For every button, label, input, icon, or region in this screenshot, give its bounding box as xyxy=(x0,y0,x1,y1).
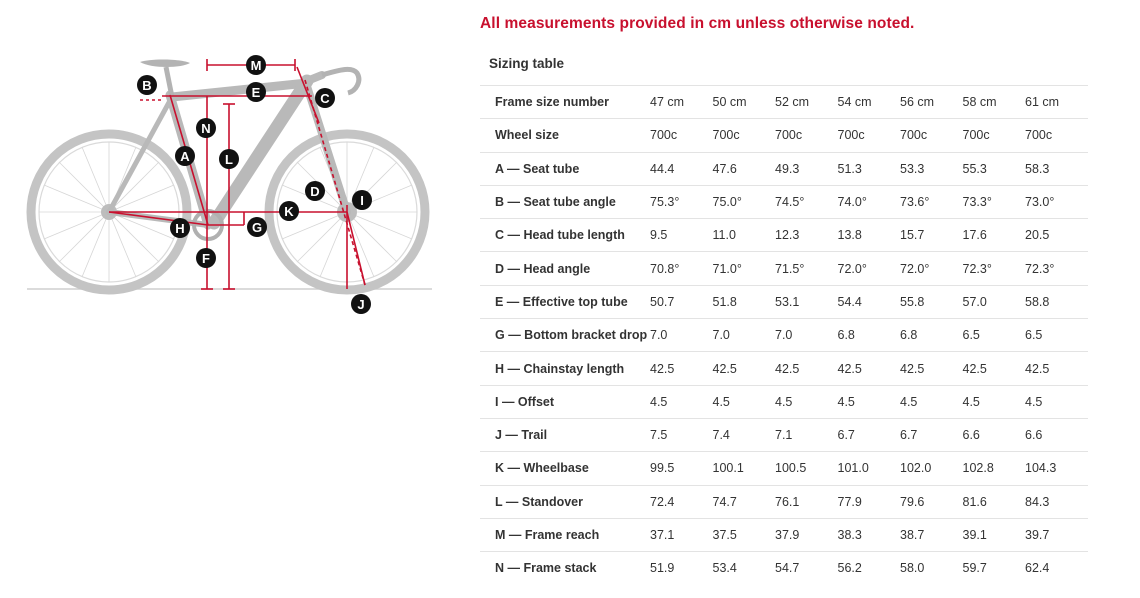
table-cell: 42.5 xyxy=(963,352,1026,385)
table-cell: 72.3° xyxy=(963,252,1026,285)
table-row xyxy=(480,418,1088,451)
badge-l xyxy=(219,149,239,169)
table-cell: 37.1 xyxy=(650,518,713,551)
svg-text:J: J xyxy=(357,297,365,312)
table-cell: 7.1 xyxy=(775,418,838,451)
size-header: 61 cm xyxy=(1025,86,1088,119)
table-row xyxy=(480,185,1088,218)
svg-text:M: M xyxy=(250,58,262,73)
table-cell: 4.5 xyxy=(963,385,1026,418)
table-row xyxy=(480,285,1088,318)
table-cell: 7.0 xyxy=(650,319,713,352)
row-label: C — Head tube length xyxy=(480,219,650,252)
badge-h xyxy=(170,218,190,238)
row-label: G — Bottom bracket drop xyxy=(480,319,650,352)
svg-text:C: C xyxy=(320,91,330,106)
svg-text:N: N xyxy=(201,121,211,136)
table-cell: 55.8 xyxy=(900,285,963,318)
saddle xyxy=(140,59,190,67)
table-cell: 6.7 xyxy=(900,418,963,451)
badge-g xyxy=(247,217,267,237)
table-cell: 7.4 xyxy=(713,418,776,451)
table-row xyxy=(480,352,1088,385)
table-row xyxy=(480,119,1088,152)
svg-text:E: E xyxy=(251,85,261,100)
badge-b xyxy=(137,75,157,95)
badge-f xyxy=(196,248,216,268)
table-cell: 700c xyxy=(963,119,1026,152)
table-row xyxy=(480,152,1088,185)
table-cell: 7.0 xyxy=(713,319,776,352)
row-label: Wheel size xyxy=(480,119,650,152)
row-label: E — Effective top tube xyxy=(480,285,650,318)
row-label: K — Wheelbase xyxy=(480,452,650,485)
table-cell: 74.5° xyxy=(775,185,838,218)
table-cell: 54.7 xyxy=(775,552,838,585)
table-cell: 4.5 xyxy=(775,385,838,418)
table-row xyxy=(480,219,1088,252)
table-cell: 71.5° xyxy=(775,252,838,285)
table-cell: 39.7 xyxy=(1025,518,1088,551)
table-cell: 74.7 xyxy=(713,485,776,518)
table-cell: 4.5 xyxy=(650,385,713,418)
table-cell: 20.5 xyxy=(1025,219,1088,252)
sizing-table-body xyxy=(480,86,1088,585)
row-label: I — Offset xyxy=(480,385,650,418)
units-notice: All measurements provided in cm unless otherwise noted. xyxy=(480,15,915,32)
svg-text:I: I xyxy=(360,193,364,208)
row-label: H — Chainstay length xyxy=(480,352,650,385)
table-cell: 4.5 xyxy=(713,385,776,418)
table-cell: 6.5 xyxy=(963,319,1026,352)
svg-text:F: F xyxy=(202,251,210,266)
table-cell: 6.7 xyxy=(838,418,901,451)
sizing-table xyxy=(480,85,1088,584)
table-cell: 700c xyxy=(650,119,713,152)
table-cell: 72.0° xyxy=(838,252,901,285)
table-cell: 7.5 xyxy=(650,418,713,451)
table-cell: 73.3° xyxy=(963,185,1026,218)
table-cell: 76.1 xyxy=(775,485,838,518)
table-cell: 74.0° xyxy=(838,185,901,218)
table-cell: 99.5 xyxy=(650,452,713,485)
table-row xyxy=(480,452,1088,485)
table-cell: 72.4 xyxy=(650,485,713,518)
table-cell: 62.4 xyxy=(1025,552,1088,585)
table-cell: 53.1 xyxy=(775,285,838,318)
size-header: 52 cm xyxy=(775,86,838,119)
size-header: 47 cm xyxy=(650,86,713,119)
table-cell: 53.3 xyxy=(900,152,963,185)
table-cell: 102.8 xyxy=(963,452,1026,485)
table-cell: 51.8 xyxy=(713,285,776,318)
size-header: 56 cm xyxy=(900,86,963,119)
table-cell: 100.1 xyxy=(713,452,776,485)
table-cell: 49.3 xyxy=(775,152,838,185)
table-cell: 700c xyxy=(838,119,901,152)
table-cell: 58.8 xyxy=(1025,285,1088,318)
svg-text:H: H xyxy=(175,221,185,236)
table-cell: 56.2 xyxy=(838,552,901,585)
table-cell: 73.0° xyxy=(1025,185,1088,218)
badge-n xyxy=(196,118,216,138)
table-cell: 75.0° xyxy=(713,185,776,218)
size-header: 54 cm xyxy=(838,86,901,119)
table-row xyxy=(480,552,1088,585)
table-cell: 104.3 xyxy=(1025,452,1088,485)
table-cell: 70.8° xyxy=(650,252,713,285)
table-cell: 42.5 xyxy=(1025,352,1088,385)
badge-d xyxy=(305,181,325,201)
table-cell: 37.5 xyxy=(713,518,776,551)
table-cell: 4.5 xyxy=(1025,385,1088,418)
table-cell: 58.0 xyxy=(900,552,963,585)
table-cell: 75.3° xyxy=(650,185,713,218)
table-cell: 47.6 xyxy=(713,152,776,185)
table-cell: 700c xyxy=(1025,119,1088,152)
table-cell: 55.3 xyxy=(963,152,1026,185)
table-row xyxy=(480,518,1088,551)
badge-k xyxy=(279,201,299,221)
badge-c xyxy=(315,88,335,108)
table-cell: 39.1 xyxy=(963,518,1026,551)
row-label: A — Seat tube xyxy=(480,152,650,185)
table-row xyxy=(480,485,1088,518)
table-cell: 11.0 xyxy=(713,219,776,252)
badge-j xyxy=(351,294,371,314)
table-cell: 51.9 xyxy=(650,552,713,585)
size-header: 50 cm xyxy=(713,86,776,119)
header-label: Frame size number xyxy=(480,86,650,119)
table-cell: 15.7 xyxy=(900,219,963,252)
svg-text:L: L xyxy=(225,152,233,167)
table-row xyxy=(480,319,1088,352)
row-label: N — Frame stack xyxy=(480,552,650,585)
table-cell: 72.3° xyxy=(1025,252,1088,285)
table-cell: 54.4 xyxy=(838,285,901,318)
table-cell: 50.7 xyxy=(650,285,713,318)
table-header-row xyxy=(480,86,1088,119)
table-cell: 71.0° xyxy=(713,252,776,285)
table-cell: 6.8 xyxy=(900,319,963,352)
table-cell: 79.6 xyxy=(900,485,963,518)
bike-geometry-diagram xyxy=(22,45,442,325)
row-label: D — Head angle xyxy=(480,252,650,285)
svg-text:K: K xyxy=(284,204,294,219)
table-cell: 4.5 xyxy=(900,385,963,418)
table-cell: 44.4 xyxy=(650,152,713,185)
table-cell: 73.6° xyxy=(900,185,963,218)
table-cell: 57.0 xyxy=(963,285,1026,318)
svg-text:G: G xyxy=(251,220,263,235)
table-cell: 38.7 xyxy=(900,518,963,551)
table-cell: 42.5 xyxy=(713,352,776,385)
table-cell: 102.0 xyxy=(900,452,963,485)
table-cell: 6.6 xyxy=(1025,418,1088,451)
table-cell: 6.8 xyxy=(838,319,901,352)
table-cell: 42.5 xyxy=(900,352,963,385)
table-cell: 100.5 xyxy=(775,452,838,485)
table-cell: 6.6 xyxy=(963,418,1026,451)
row-label: J — Trail xyxy=(480,418,650,451)
badge-i xyxy=(352,190,372,210)
table-row xyxy=(480,385,1088,418)
table-cell: 53.4 xyxy=(713,552,776,585)
table-cell: 37.9 xyxy=(775,518,838,551)
row-label: M — Frame reach xyxy=(480,518,650,551)
svg-text:A: A xyxy=(180,149,190,164)
badge-m xyxy=(246,55,266,75)
table-cell: 42.5 xyxy=(775,352,838,385)
table-cell: 59.7 xyxy=(963,552,1026,585)
table-cell: 700c xyxy=(775,119,838,152)
sizing-table-title: Sizing table xyxy=(489,56,565,71)
table-cell: 7.0 xyxy=(775,319,838,352)
table-cell: 4.5 xyxy=(838,385,901,418)
row-label: L — Standover xyxy=(480,485,650,518)
table-cell: 6.5 xyxy=(1025,319,1088,352)
table-cell: 700c xyxy=(713,119,776,152)
table-cell: 42.5 xyxy=(838,352,901,385)
row-label: B — Seat tube angle xyxy=(480,185,650,218)
svg-text:D: D xyxy=(310,184,320,199)
table-cell: 700c xyxy=(900,119,963,152)
badge-e xyxy=(246,82,266,102)
table-row xyxy=(480,252,1088,285)
table-cell: 101.0 xyxy=(838,452,901,485)
table-cell: 38.3 xyxy=(838,518,901,551)
table-cell: 51.3 xyxy=(838,152,901,185)
table-cell: 77.9 xyxy=(838,485,901,518)
table-cell: 13.8 xyxy=(838,219,901,252)
table-cell: 17.6 xyxy=(963,219,1026,252)
table-cell: 12.3 xyxy=(775,219,838,252)
table-cell: 81.6 xyxy=(963,485,1026,518)
bike-geometry-illustration xyxy=(22,45,442,325)
table-cell: 72.0° xyxy=(900,252,963,285)
size-header: 58 cm xyxy=(963,86,1026,119)
table-cell: 84.3 xyxy=(1025,485,1088,518)
svg-text:B: B xyxy=(142,78,152,93)
badge-a xyxy=(175,146,195,166)
table-cell: 9.5 xyxy=(650,219,713,252)
table-cell: 58.3 xyxy=(1025,152,1088,185)
table-cell: 42.5 xyxy=(650,352,713,385)
